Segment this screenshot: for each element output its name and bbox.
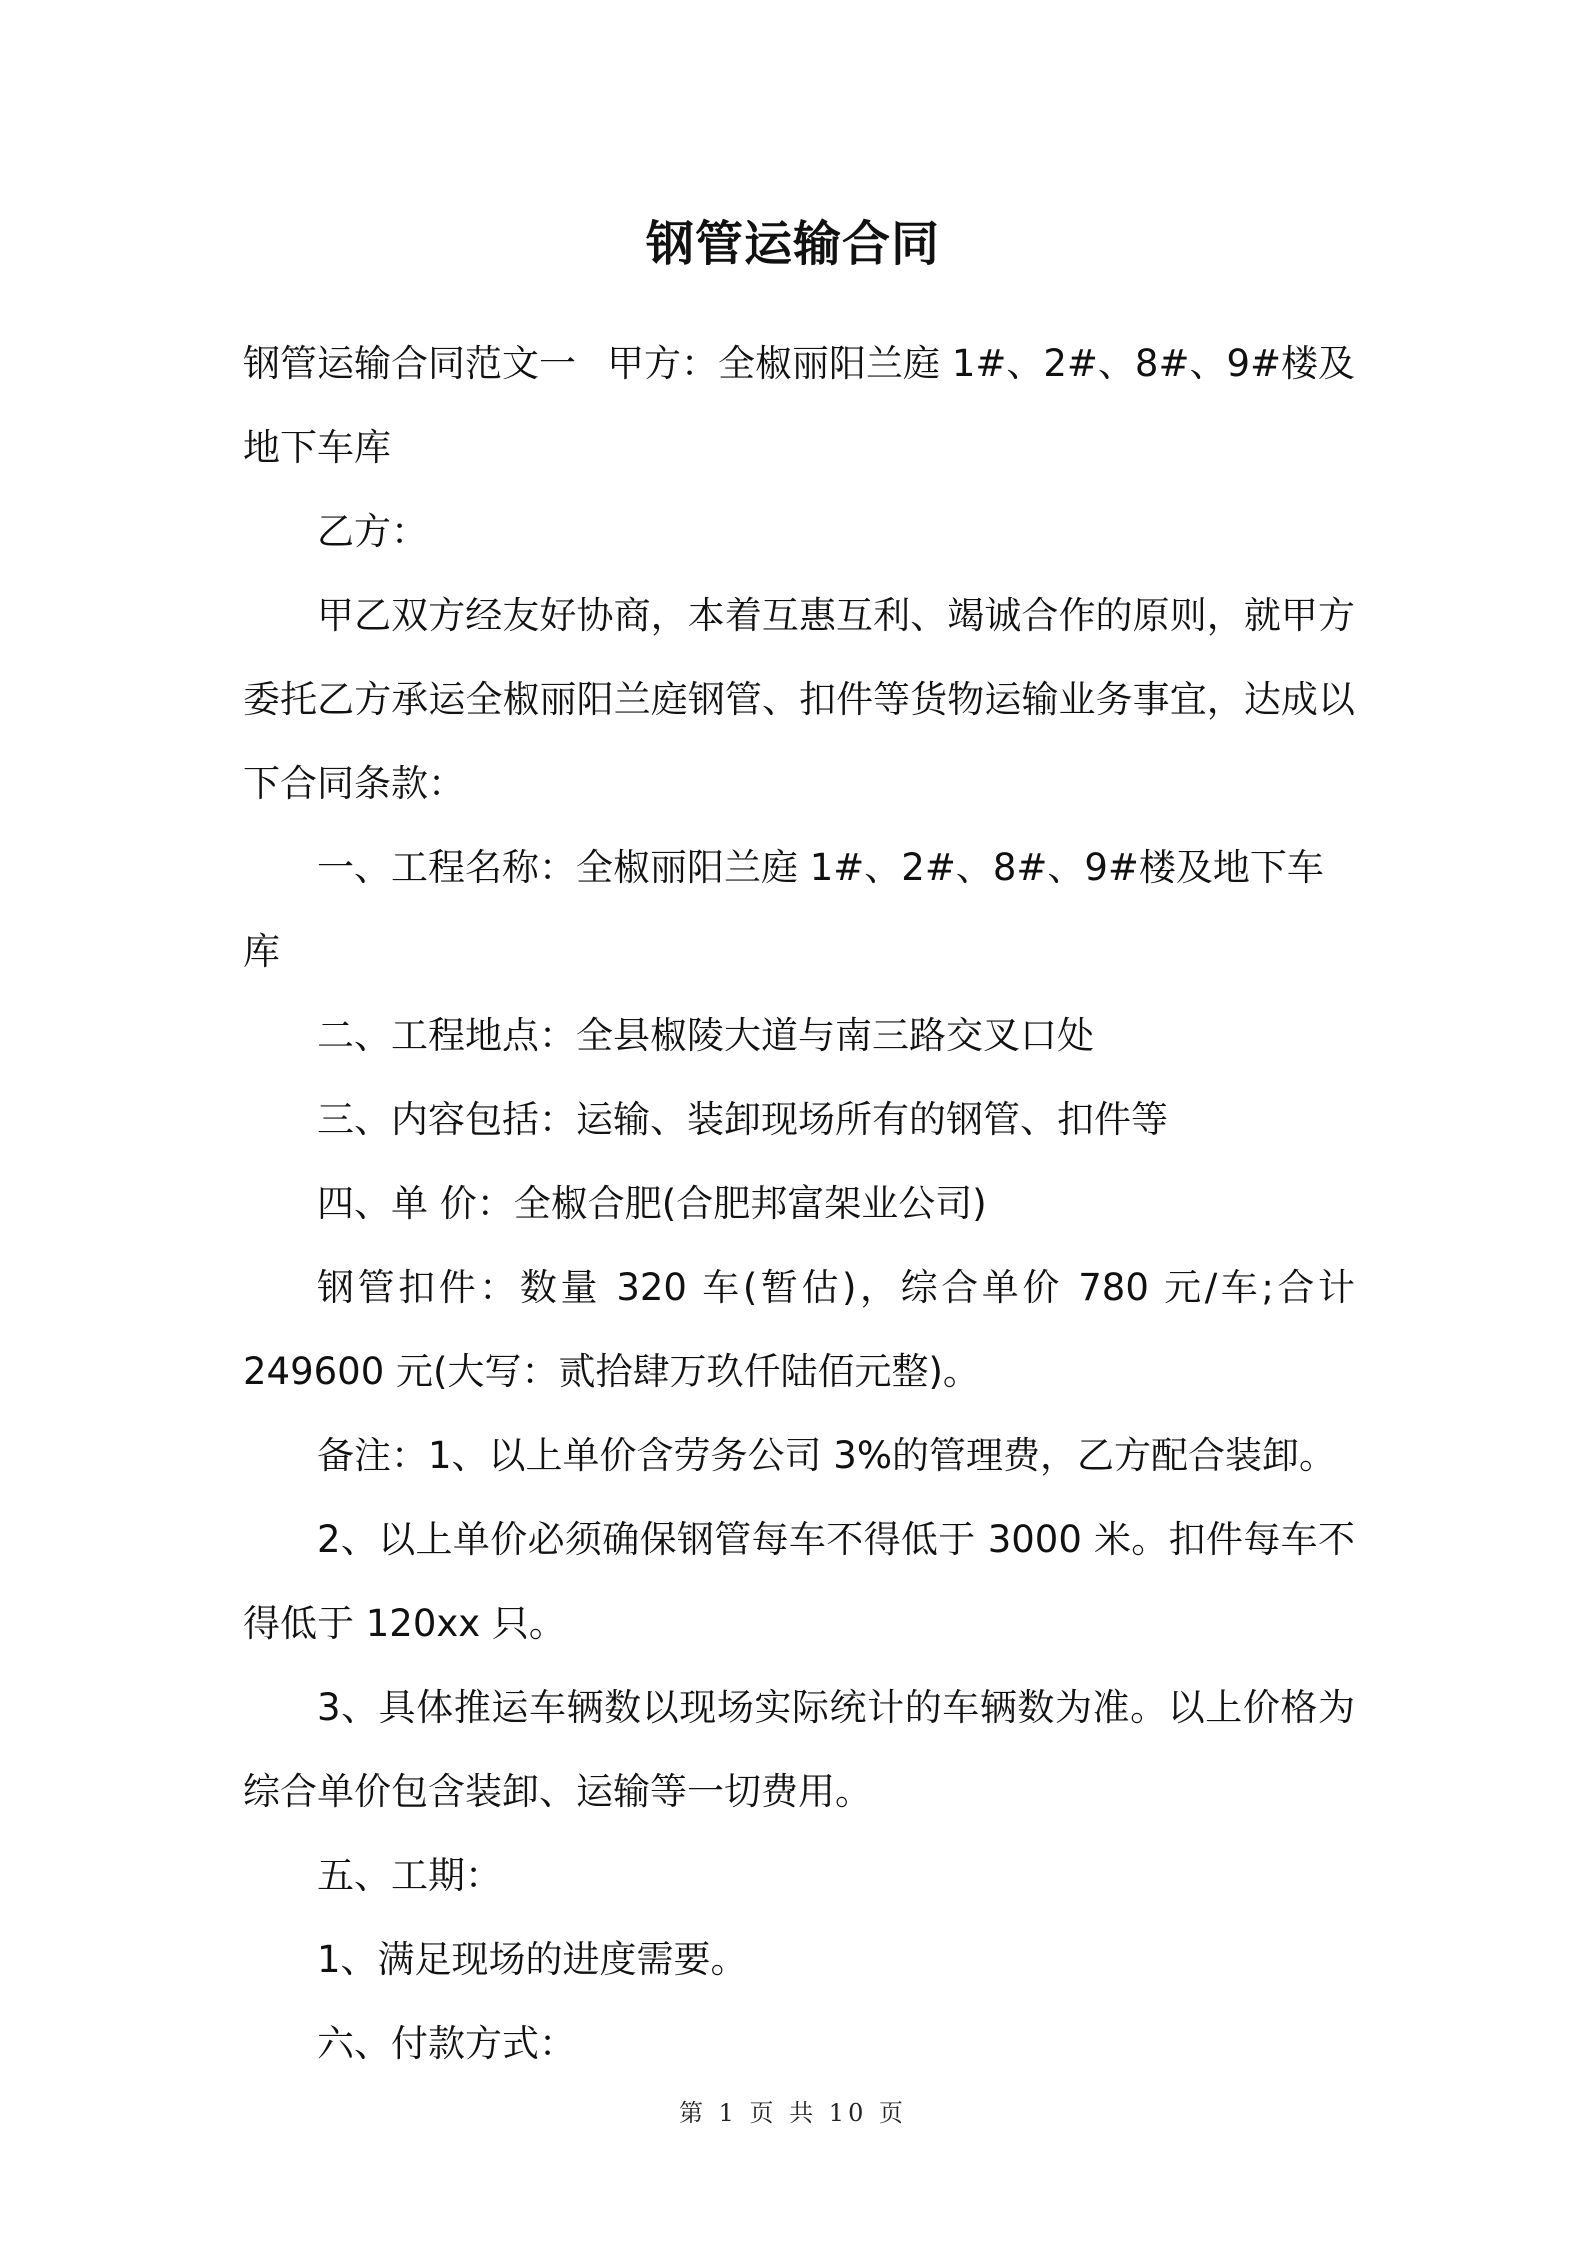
preamble-paragraph: 甲乙双方经友好协商，本着互惠互利、竭诚合作的原则，就甲方委托乙方承运全椒丽阳兰庭钢管、扣件等货物运输业务事宜，达成以下合同条款： bbox=[243, 594, 1355, 805]
project-location-line: 二、工程地点：全县椒陵大道与南三路交叉口处 bbox=[317, 1014, 1094, 1057]
party-a-line: 甲方：全椒丽阳兰庭 1#、2#、8#、9#楼及 bbox=[607, 342, 1355, 385]
schedule-item-one: 1、满足现场的进度需要。 bbox=[317, 1938, 748, 1981]
note-three-paragraph: 3、具体推运车辆数以现场实际统计的车辆数为准。以上价格为综合单价包含装卸、运输等一切费用。 bbox=[243, 1686, 1355, 1813]
note-one-line: 备注：1、以上单价含劳务公司 3%的管理费，乙方配合装卸。 bbox=[317, 1434, 1336, 1477]
schedule-heading: 五、工期： bbox=[317, 1854, 502, 1897]
party-b-line: 乙方： bbox=[317, 510, 428, 553]
scope-line: 三、内容包括：运输、装卸现场所有的钢管、扣件等 bbox=[317, 1098, 1168, 1141]
project-name-line: 一、工程名称：全椒丽阳兰庭 1#、2#、8#、9#楼及地下车库 bbox=[243, 846, 1324, 973]
page-footer: 第 1 页 共 10 页 bbox=[679, 2099, 907, 2127]
unit-price-line: 四、单 价：全椒合肥(合肥邦富架业公司) bbox=[317, 1182, 987, 1225]
pricing-paragraph: 钢管扣件：数量 320 车(暂估)，综合单价 780 元/车;合计 249600 元(大写：贰拾肆万玖仟陆佰元整)。 bbox=[243, 1266, 1355, 1393]
note-two-paragraph: 2、以上单价必须确保钢管每车不得低于 3000 米。扣件每车不得低于 120xx 只。 bbox=[243, 1518, 1355, 1645]
document-body bbox=[243, 322, 1355, 2086]
party-a-continuation: 地下车库 bbox=[243, 426, 391, 469]
contract-sample-label: 钢管运输合同范文一 bbox=[243, 342, 576, 385]
intro-line bbox=[243, 322, 1355, 406]
document-title: 钢管运输合同 bbox=[645, 216, 940, 272]
payment-heading: 六、付款方式： bbox=[317, 2022, 576, 2065]
